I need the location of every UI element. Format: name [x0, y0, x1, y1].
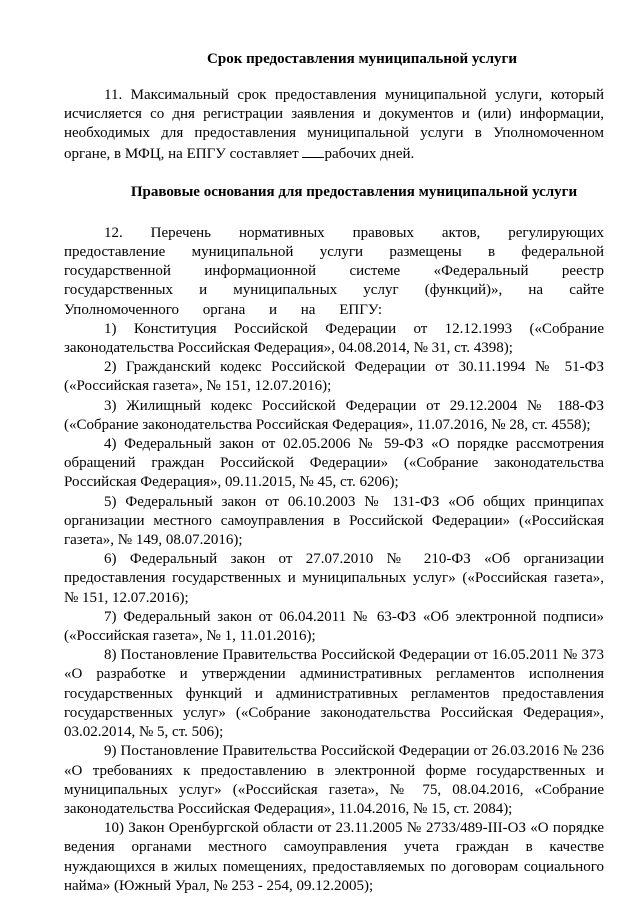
legal-act-item-4: 4) Федеральный закон от 02.05.2006 № 59-ФЗ «О порядке рассмотрения обращений граждан Российской Федерации» («Собрание законодательства Российская Федерация», 09.11.2015, № 45, ст. 6206);	[64, 436, 604, 491]
legal-act-item-5: 5) Федеральный закон от 06.10.2003 № 131-ФЗ «Об общих принципах организации местного самоуправления в Российской Федерации» («Российская газета», № 149, 08.07.2016);	[64, 493, 604, 549]
legal-act-item-2: 2) Гражданский кодекс Российской Федерации от 30.11.1994 № 51-ФЗ («Российская газета», № 151, 12.07.2016);	[64, 359, 604, 395]
legal-act-item-1: 1) Конституция Российской Федерации от 12.12.1993 («Собрание законодательства Российская Федерация», 04.08.2014, № 31, ст. 4398);	[64, 320, 604, 357]
paragraph-11	[64, 86, 604, 164]
legal-act-item-6: 6) Федеральный закон от 27.07.2010 № 210-ФЗ «Об организации предоставления государственных и муниципальных услуг» («Российская газета», № 151, 12.07.2016);	[64, 551, 604, 606]
legal-act-item-9: 9) Постановление Правительства Российской Федерации от 26.03.2016 № 236 «О требованиях к предоставлению в электронной форме государственных и муниципальных услуг» («Российская газета», № 75, 08.04.2016, «Собрание законодательства Российская Федерация», 11.04.2016, № 15, ст. 2084);	[64, 743, 604, 817]
paragraph-12: 12. Перечень нормативных правовых актов, регулирующих предоставление муниципальной услуги размещены в федеральной государственной информационной системе «Федеральный реестр государственных и муниципальных услуг (функций)», на сайте Уполномоченного органа и на ЕПГУ:	[64, 224, 604, 318]
section-heading-legal-basis: Правовые основания для предоставления муниципальной услуги	[130, 183, 578, 200]
legal-act-item-7: 7) Федеральный закон от 06.04.2011 № 63-ФЗ «Об электронной подписи» («Российская газета», № 1, 11.01.2016);	[64, 608, 604, 645]
legal-act-item-10: 10) Закон Оренбургской области от 23.11.2005 № 2733/489-III-ОЗ «О порядке ведения органами местного самоуправления учета граждан в качестве нуждающихся в жилых помещениях, предоставляемых по договорам социального найма» (Южный Урал, № 253 - 254, 09.12.2005);	[64, 820, 604, 894]
paragraph-11-tail: рабочих дней.	[324, 145, 415, 162]
paragraph-11-text: 11. Максимальный срок предоставления муниципальной услуги, который исчисляется со дня регистрации заявления и документов и (или) информации, необходимых для предоставления муниципальной услуги в Уполномоченном органе, в МФЦ, на ЕПГУ составляет	[64, 87, 604, 162]
blank-field	[302, 144, 324, 158]
section-heading-term: Срок предоставления муниципальной услуги	[207, 51, 517, 67]
legal-act-item-8: 8) Постановление Правительства Российской Федерации от 16.05.2011 № 373 «О разработке и утверждении административных регламентов исполнения государственных функций и административных регламентов предоставления государственных услуг» («Собрание законодательства Российская Федерация», 03.02.2014, № 5, ст. 506);	[64, 647, 604, 741]
legal-act-item-3: 3) Жилищный кодекс Российской Федерации от 29.12.2004 № 188-ФЗ («Собрание законодательства Российская Федерация», 11.07.2016, № 28, ст. 4558);	[64, 397, 604, 433]
